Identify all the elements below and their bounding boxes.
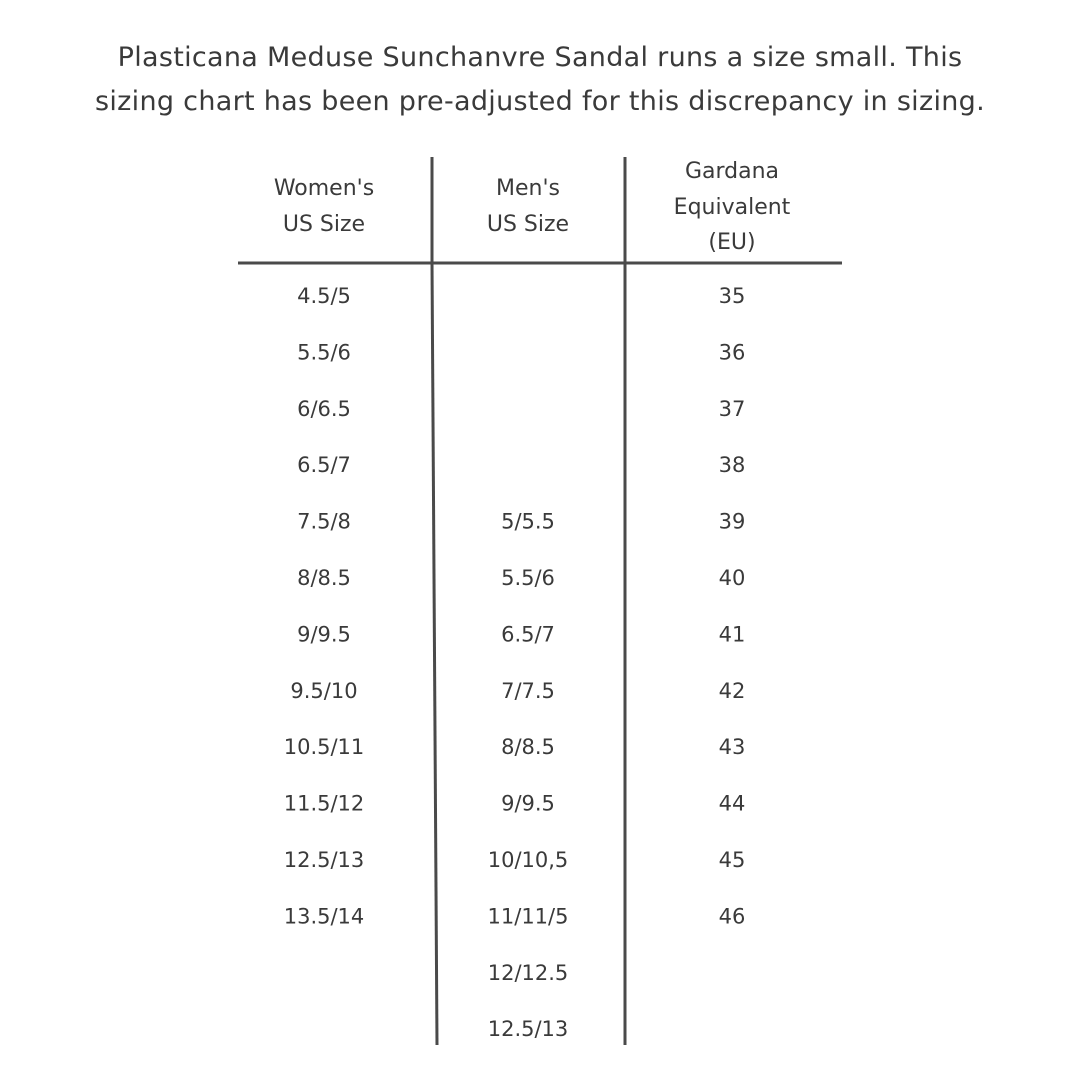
cell-womens: 8/8.5: [297, 566, 351, 590]
column-headers: [274, 159, 791, 255]
table-row: [290, 679, 745, 703]
column-divider-1: [432, 263, 437, 1045]
cell-eu: 41: [718, 622, 746, 647]
cell-womens: 12.5/13: [283, 848, 365, 872]
header-womens-line-1: Women's: [273, 176, 375, 201]
cell-eu: 36: [718, 340, 746, 365]
cell-eu: 40: [718, 566, 746, 590]
table-row: [488, 1017, 569, 1041]
cell-eu: 43: [718, 735, 746, 760]
cell-mens: 5/5.5: [501, 509, 555, 534]
cell-womens: 13.5/14: [283, 904, 365, 929]
table-row: [297, 397, 745, 421]
cell-womens: 6/6.5: [297, 396, 351, 421]
header-mens-line-2: US Size: [486, 212, 570, 237]
table-row: [297, 340, 745, 364]
header-eu-line-1: Gardana: [684, 159, 780, 184]
table-row: [284, 848, 746, 872]
cell-mens: 8/8.5: [501, 735, 555, 760]
cell-womens: 5.5/6: [297, 340, 351, 365]
cell-mens: 11/11/5: [487, 904, 569, 929]
table-row: [297, 510, 745, 534]
cell-eu: 44: [718, 791, 746, 816]
cell-womens: 9.5/10: [290, 678, 358, 703]
table-row: [297, 566, 745, 590]
cell-womens: 10.5/11: [283, 735, 365, 760]
intro-line-1: Plasticana Meduse Sunchanvre Sandal runs a size small. This: [117, 42, 963, 73]
cell-womens: 6.5/7: [297, 453, 351, 478]
table-body: [284, 284, 746, 1041]
table-row: [284, 792, 746, 816]
cell-eu: 39: [718, 509, 746, 534]
cell-eu: 46: [718, 904, 746, 929]
table-row: [284, 735, 746, 759]
cell-womens: 11.5/12: [283, 791, 365, 816]
cell-eu: 35: [718, 284, 746, 308]
cell-womens: 7.5/8: [297, 509, 351, 534]
table-row: [488, 961, 569, 985]
intro-line-2: sizing chart has been pre-adjusted for this discrepancy in sizing.: [95, 86, 985, 117]
cell-mens: 10/10,5: [487, 848, 569, 872]
cell-eu: 45: [718, 848, 746, 872]
cell-womens: 9/9.5: [297, 622, 351, 647]
cell-mens: 7/7.5: [501, 678, 555, 703]
header-mens-line-1: Men's: [496, 176, 560, 201]
cell-mens: 12/12.5: [487, 960, 569, 985]
table-row: [297, 453, 745, 477]
table-row: [284, 904, 746, 928]
table-row: [297, 284, 745, 308]
header-eu-line-3: (EU): [708, 230, 756, 255]
header-eu-line-2: Equivalent: [673, 195, 791, 220]
cell-eu: 42: [718, 678, 746, 703]
header-womens-line-2: US Size: [282, 212, 366, 237]
cell-mens: 6.5/7: [501, 622, 555, 647]
cell-mens: 5.5/6: [501, 566, 555, 590]
cell-mens: 12.5/13: [487, 1017, 569, 1042]
cell-eu: 37: [718, 396, 746, 421]
cell-eu: 38: [718, 453, 746, 478]
cell-womens: 4.5/5: [297, 284, 351, 308]
cell-mens: 9/9.5: [501, 791, 555, 816]
table-row: [297, 622, 745, 646]
